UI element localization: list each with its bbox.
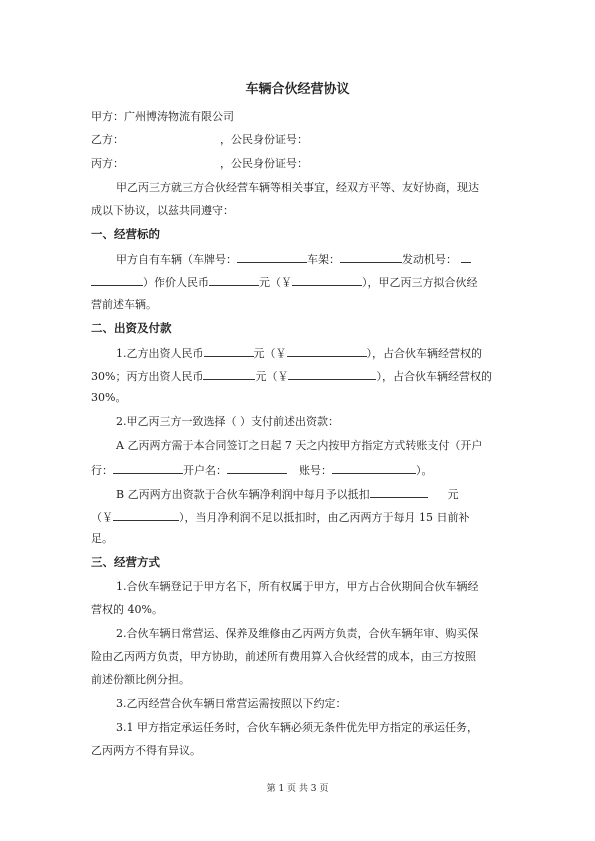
s3-line-6: 3.乙丙经营合伙车辆日常营运需按照以下约定： — [116, 697, 347, 710]
party-b-id-label: ，公民身份证号： — [220, 133, 308, 146]
bank-blank[interactable] — [113, 462, 183, 474]
s2-c-invest-label: 30%；丙方出资人民币 — [91, 370, 204, 383]
c-invest-blank[interactable] — [203, 368, 255, 380]
s2-line-9: 足。 — [91, 532, 113, 545]
s2-line-1 — [116, 345, 511, 361]
b-invest-blank[interactable] — [204, 345, 254, 357]
party-c-label: 丙方： — [91, 157, 124, 170]
s1-price-label: ）作价人民币 — [143, 276, 209, 289]
account-no-blank[interactable] — [332, 462, 416, 474]
section-2-heading: 二、出资及付款 — [91, 321, 172, 335]
s2-c-yuan: 元（￥ — [255, 370, 289, 383]
party-b-label: 乙方： — [91, 133, 124, 146]
deduct-tail: ），当月净利润不足以抵扣时，由乙丙两方于每月 15 日前补 — [179, 511, 470, 524]
deduct-yen-label: （￥ — [91, 511, 113, 524]
price-yen-blank[interactable] — [292, 274, 362, 286]
s2-line-3: 30%。 — [91, 391, 127, 404]
party-c-id-label: ，公民身份证号： — [220, 157, 308, 170]
plate-blank[interactable] — [237, 251, 307, 263]
s2-line-4: 2.甲乙丙三方一致选择（ ）支付前述出资款： — [116, 415, 339, 428]
account-name-blank[interactable] — [227, 462, 287, 474]
engine-blank-cont[interactable] — [91, 274, 143, 286]
section-1-heading: 一、经营标的 — [91, 227, 160, 241]
s3-line-1: 1.合伙车辆登记于甲方名下，所有权属于甲方，甲方占合伙期间合伙车辆经 — [116, 580, 479, 593]
s3-line-3: 2.合伙车辆日常营运、保养及维修由乙丙两方负责，合伙车辆年审、购买保 — [116, 627, 479, 640]
s2-line-6 — [91, 462, 511, 478]
price-blank[interactable] — [209, 274, 259, 286]
document-title: 车辆合伙经营协议 — [245, 82, 350, 97]
party-b-line — [91, 133, 511, 147]
party-c-line — [91, 157, 511, 171]
s1-plate-label: 甲方自有车辆（车牌号： — [116, 253, 237, 266]
engine-blank[interactable] — [461, 251, 471, 263]
section-3-heading: 三、经营方式 — [91, 555, 160, 569]
deduct-label: B 乙丙两方出资款于合伙车辆净利润中每月予以抵扣 — [116, 488, 370, 501]
s2-line-2 — [91, 368, 511, 384]
s2-line-8 — [91, 509, 511, 525]
intro-line-1: 甲乙丙三方就三方合伙经营车辆等相关事宜，经双方平等、友好协商，现达 — [116, 181, 479, 194]
s1-line-3: 营前述车辆。 — [91, 298, 157, 311]
s3-line-4: 险由乙丙两方负责，甲方协助，前述所有费用算入合伙经营的成本，由三方按照 — [91, 650, 476, 663]
s1-yuan-label: 元（￥ — [259, 276, 292, 289]
s2-b-yuan: 元（￥ — [253, 347, 287, 360]
s3-line-8: 乙丙两方不得有异议。 — [91, 744, 201, 757]
bank-label: 行： — [91, 464, 113, 477]
s2-c-share: ），占合伙车辆经营权的 — [376, 370, 492, 383]
frame-blank[interactable] — [340, 251, 402, 263]
s2-l6-tail: ）。 — [416, 464, 433, 477]
party-a-line: 甲方：广州博涛物流有限公司 — [91, 110, 234, 123]
s1-tail: ），甲乙丙三方拟合伙经 — [362, 276, 478, 289]
s2-b-invest-label: 1.乙方出资人民币 — [116, 347, 204, 360]
account-name-label: 开户名： — [183, 464, 227, 477]
s2-line-5: A 乙丙两方需于本合同签订之日起 7 天之内按甲方指定方式转账支付（开户 — [116, 439, 483, 452]
page-footer: 第 1 页 共 3 页 — [266, 784, 329, 794]
s3-line-5: 前述份额比例分担。 — [91, 673, 190, 686]
deduct-blank[interactable] — [370, 486, 428, 498]
deduct-yen-blank[interactable] — [113, 509, 179, 521]
account-no-label: 账号： — [299, 464, 332, 477]
s3-line-2: 营权的 40%。 — [91, 603, 163, 616]
c-invest-yen-blank[interactable] — [288, 368, 376, 380]
s2-b-share: ），占合伙车辆经营权的 — [366, 347, 482, 360]
deduct-yuan: 元 — [447, 488, 459, 501]
s1-line-2 — [91, 274, 511, 290]
s1-engine-label: 发动机号： — [402, 253, 457, 266]
s3-line-7: 3.1 甲方指定承运任务时，合伙车辆必须无条件优先甲方指定的承运任务， — [116, 721, 478, 734]
s2-line-7 — [116, 486, 511, 502]
intro-line-2: 成以下协议，以兹共同遵守： — [91, 204, 234, 217]
s1-line-1 — [116, 251, 511, 267]
b-invest-yen-blank[interactable] — [287, 345, 367, 357]
s1-frame-label: 车架： — [307, 253, 340, 266]
